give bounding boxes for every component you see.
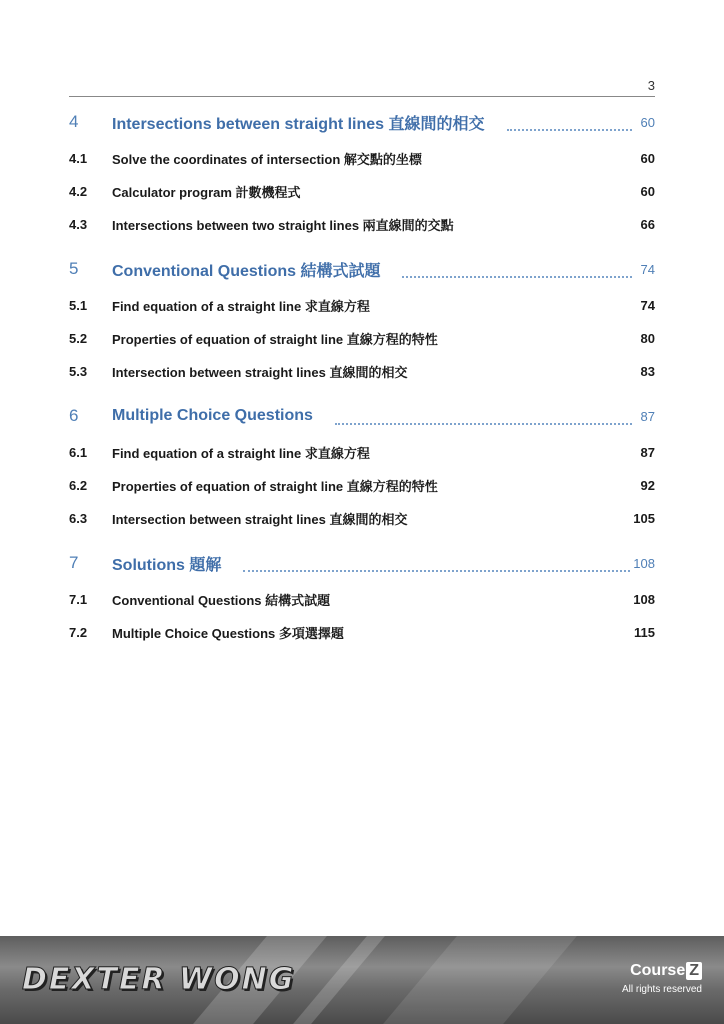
header-rule (69, 96, 655, 97)
entry-number: 5.3 (69, 364, 88, 379)
toc-section (69, 108, 655, 241)
entry-number: 4.1 (69, 151, 88, 166)
rights-text: All rights reserved (621, 984, 702, 995)
section-title: Intersections between straight lines 直線間的相交 (112, 115, 485, 133)
entry-title: Properties of equation of straight line 直線方程的特性 (112, 479, 438, 494)
section-heading[interactable] (69, 255, 655, 283)
entry-number: 7.2 (69, 625, 88, 640)
dot-leader (507, 115, 632, 131)
section-number: 4 (69, 112, 79, 131)
entry-page: 92 (640, 478, 655, 493)
entry-title: Multiple Choice Questions 多項選擇題 (112, 626, 344, 641)
entry-number: 5.1 (69, 298, 88, 313)
footer-streak (383, 936, 577, 1024)
toc-entry[interactable] (69, 469, 655, 502)
entry-number: 4.2 (69, 184, 88, 199)
entry-title: Intersections between two straight lines 兩直線間的交點 (112, 218, 454, 233)
entry-number: 4.3 (69, 217, 88, 232)
entry-title: Properties of equation of straight line 直線方程的特性 (112, 332, 438, 347)
section-title: Conventional Questions 結構式試題 (112, 262, 381, 280)
brand-logo (622, 962, 702, 980)
entry-number: 5.2 (69, 331, 88, 346)
entry-page: 115 (634, 625, 655, 640)
entry-number: 6.2 (69, 478, 88, 493)
entry-title: Find equation of a straight line 求直線方程 (112, 446, 370, 461)
toc-entry[interactable] (69, 289, 655, 322)
brand-block (622, 962, 702, 995)
entry-page: 80 (640, 331, 655, 346)
section-page: 108 (633, 555, 655, 571)
table-of-contents (69, 108, 655, 663)
brand-name: Course (630, 962, 686, 979)
entry-page: 108 (633, 592, 655, 607)
author-logo: DEXTER WONG (22, 962, 296, 997)
entry-page: 60 (640, 151, 655, 166)
entry-title: Intersection between straight lines 直線間的相交 (112, 365, 408, 380)
section-title: Multiple Choice Questions (112, 407, 313, 424)
section-page: 74 (640, 261, 655, 277)
toc-section (69, 402, 655, 535)
footer-banner (0, 936, 724, 1024)
toc-entry[interactable] (69, 322, 655, 355)
entry-page: 74 (640, 298, 655, 313)
entry-number: 6.3 (69, 511, 88, 526)
section-number: 6 (69, 406, 79, 425)
entry-title: Solve the coordinates of intersection 解交點的坐標 (112, 152, 422, 167)
toc-section (69, 549, 655, 649)
entry-title: Intersection between straight lines 直線間的相交 (112, 512, 408, 527)
dot-leader (402, 262, 632, 278)
entry-title: Find equation of a straight line 求直線方程 (112, 299, 370, 314)
dot-leader (243, 556, 630, 572)
entry-number: 7.1 (69, 592, 88, 607)
entry-page: 87 (640, 445, 655, 460)
entry-page: 105 (633, 511, 655, 526)
entry-title: Conventional Questions 結構式試題 (112, 593, 331, 608)
section-heading[interactable] (69, 108, 655, 136)
entry-page: 66 (640, 217, 655, 232)
toc-entry[interactable] (69, 436, 655, 469)
section-number: 7 (69, 553, 79, 572)
entry-page: 83 (640, 364, 655, 379)
toc-entry[interactable] (69, 142, 655, 175)
entry-title: Calculator program 計數機程式 (112, 185, 301, 200)
section-page: 60 (640, 114, 655, 130)
toc-entry[interactable] (69, 175, 655, 208)
toc-entry[interactable] (69, 355, 655, 388)
toc-entry[interactable] (69, 583, 655, 616)
page-number: 3 (647, 78, 655, 93)
toc-entry[interactable] (69, 502, 655, 535)
brand-mark: Z (686, 962, 702, 980)
section-page: 87 (640, 408, 655, 424)
toc-entry[interactable] (69, 616, 655, 649)
entry-number: 6.1 (69, 445, 88, 460)
dot-leader (335, 409, 632, 425)
toc-entry[interactable] (69, 208, 655, 241)
toc-section (69, 255, 655, 388)
entry-page: 60 (640, 184, 655, 199)
section-heading[interactable] (69, 402, 655, 430)
section-number: 5 (69, 259, 79, 278)
section-title: Solutions 題解 (112, 556, 222, 574)
section-heading[interactable] (69, 549, 655, 577)
